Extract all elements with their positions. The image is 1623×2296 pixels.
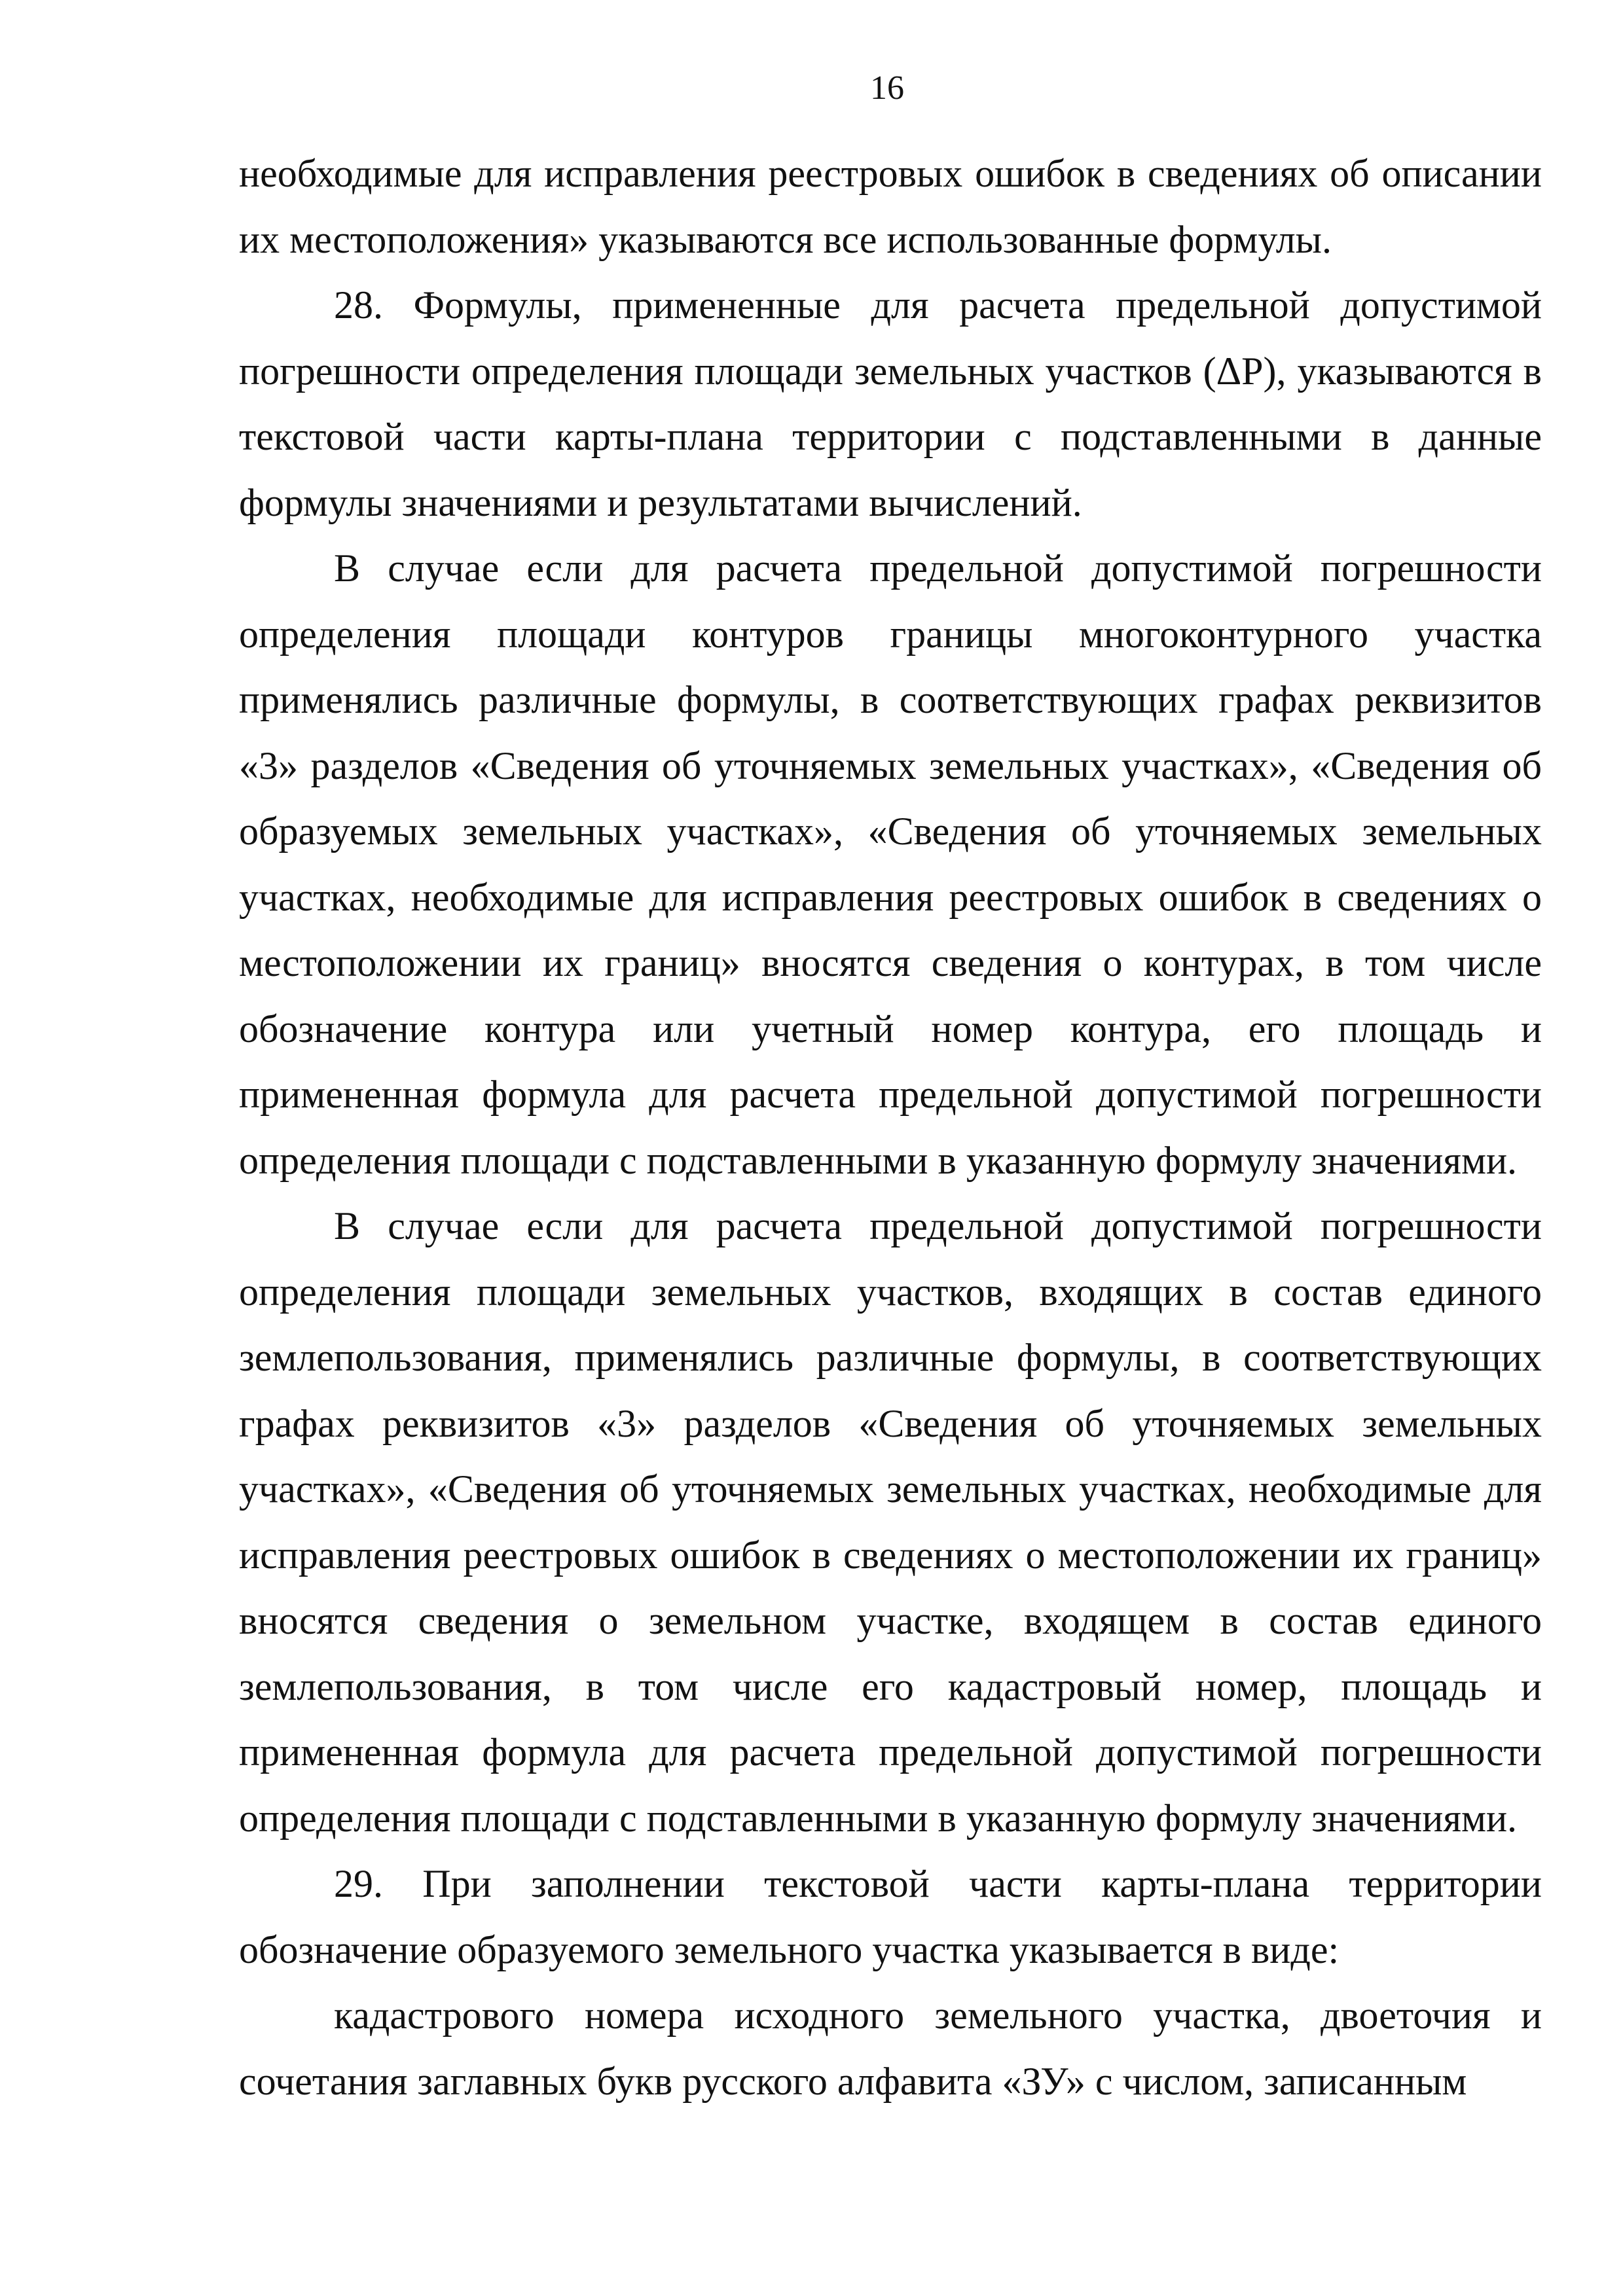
paragraph-cadastral-number-format: кадастрового номера исходного земельного участка, двоеточия и сочетания заглавных букв русского алфавита «ЗУ» с числом, записанным [239, 1994, 1542, 2103]
paragraph-item-29: 29. При заполнении текстовой части карты-плана территории обозначение образуемого земельного участка указывается в виде: [239, 1862, 1542, 1971]
document-body [239, 141, 1542, 2114]
paragraph-single-land-use-case: В случае если для расчета предельной допустимой погрешности определения площади земельных участков, входящих в состав единого землепользования, применялись различные формулы, в соответствующих графах реквизитов «3» разделов «Сведения об уточняемых земельных участках», «Сведения об уточняемых земельных участках, необходимые для исправления реестровых ошибок в сведениях о местоположении их границ» вносятся сведения о земельном участке, входящем в состав единого землепользования, в том числе его кадастровый номер, площадь и примененная формула для расчета предельной допустимой погрешности определения площади с подставленными в указанную формулу значениями. [239, 1204, 1542, 1840]
page-number: 16 [870, 69, 904, 107]
paragraph-continuation: необходимые для исправления реестровых ошибок в сведениях об описании их местоположения» указываются все использованные формулы. [239, 152, 1542, 261]
paragraph-multicontour-case: В случае если для расчета предельной допустимой погрешности определения площади контуров границы многоконтурного участка применялись различные формулы, в соответствующих графах реквизитов «3» разделов «Сведения об уточняемых земельных участках», «Сведения об образуемых земельных участках», «Сведения об уточняемых земельных участках, необходимые для исправления реестровых ошибок в сведениях о местоположении их границ» вносятся сведения о контурах, в том числе обозначение контура или учетный номер контура, его площадь и примененная формула для расчета предельной допустимой погрешности определения площади с подставленными в указанную формулу значениями. [239, 547, 1542, 1182]
paragraph-item-28: 28. Формулы, примененные для расчета предельной допустимой погрешности определения площади земельных участков (ΔP), указываются в текстовой части карты-плана территории с подставленными в данные формулы значениями и результатами вычислений. [239, 283, 1542, 524]
